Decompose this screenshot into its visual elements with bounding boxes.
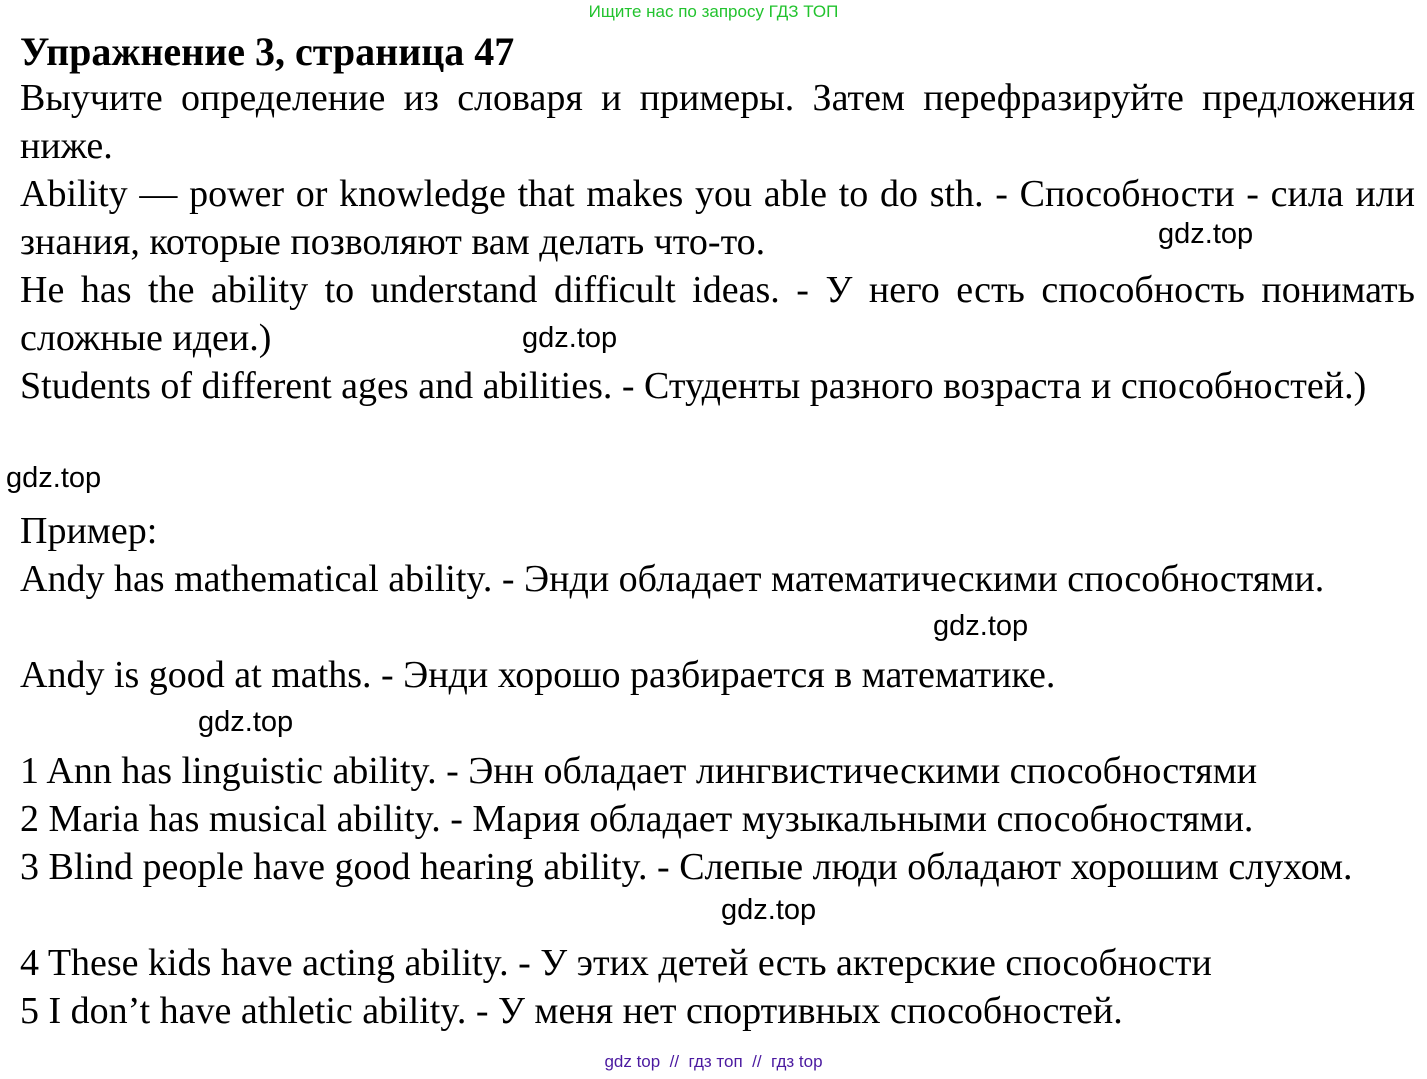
watermark: gdz.top [933,610,1029,642]
watermark: gdz.top [522,322,618,354]
example-sentence-1: He has the ability to understand difficult ideas. - У него есть способность понимать сложные идеи.) [20,269,1415,359]
top-banner: Ищите нас по запросу ГДЗ ТОП [588,2,839,21]
exercise-title: Упражнение 3, страница 47 [20,29,515,74]
sample-sentence-2: Andy is good at maths. - Энди хорошо разбирается в математике. [20,654,1056,696]
answer-1: 1 Ann has linguistic ability. - Энн обладает лингвистическими способностями [20,750,1258,792]
example-heading: Пример: [20,510,158,552]
watermark: gdz.top [721,894,817,926]
answer-4: 4 These kids have acting ability. - У этих детей есть актерские способности [20,942,1212,984]
answer-3: 3 Blind people have good hearing ability. - Слепые люди обладают хорошим слухом. [20,846,1353,888]
watermark: gdz.top [1158,218,1254,250]
definition-text: Ability — power or knowledge that makes you able to do sth. - Способности - сила или знания, которые позволяют вам делать что-то. [20,173,1415,263]
footer-links: gdz top // гдз топ // гдз top [604,1052,823,1071]
sample-sentence-1: Andy has mathematical ability. - Энди обладает математическими способностями. [20,558,1325,600]
example-sentence-2: Students of different ages and abilities. - Студенты разного возраста и способностей.) [20,365,1367,407]
watermark: gdz.top [6,462,102,494]
answer-2: 2 Maria has musical ability. - Мария обладает музыкальными способностями. [20,798,1254,840]
answer-5: 5 I don’t have athletic ability. - У меня нет спортивных способностей. [20,990,1123,1032]
instruction-text: Выучите определение из словаря и примеры. Затем перефразируйте предложения ниже. [20,77,1415,167]
watermark: gdz.top [198,706,294,738]
